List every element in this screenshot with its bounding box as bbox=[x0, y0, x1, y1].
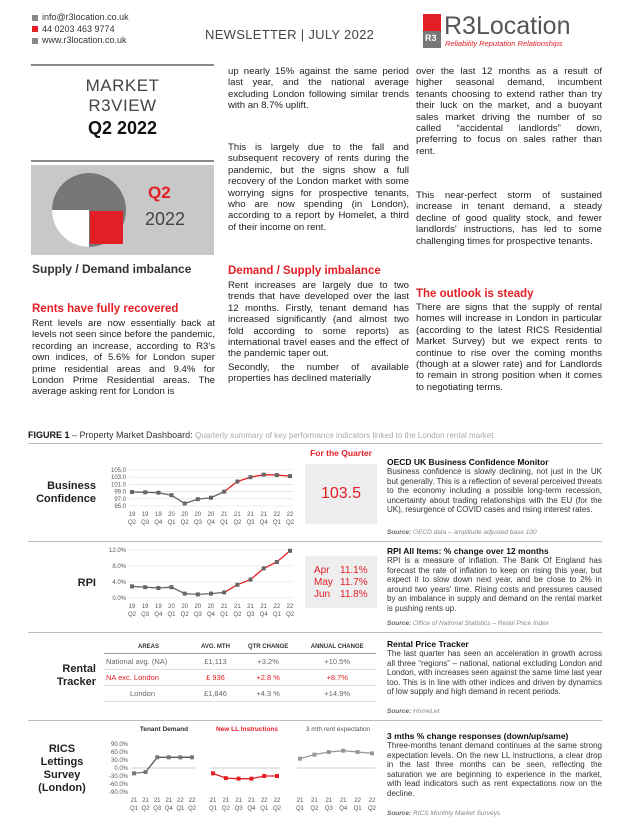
web-icon bbox=[32, 38, 38, 44]
x-tick-label: Q3 bbox=[153, 806, 162, 812]
data-point bbox=[249, 578, 253, 582]
x-tick-label: 21 bbox=[247, 604, 254, 610]
x-tick-label: 21 bbox=[296, 798, 304, 804]
data-point bbox=[130, 490, 134, 494]
contact-web[interactable]: www.r3location.co.uk bbox=[42, 35, 127, 45]
x-tick-label: Q1 bbox=[260, 806, 269, 812]
divider bbox=[28, 541, 602, 542]
y-tick-label: 105.0 bbox=[110, 468, 126, 474]
y-tick-label: 97.0 bbox=[114, 496, 126, 503]
x-tick-label: Q4 bbox=[206, 612, 216, 618]
x-tick-label: Q1 bbox=[295, 806, 305, 812]
x-tick-label: Q3 bbox=[141, 520, 150, 526]
x-tick-label: 19 bbox=[128, 512, 136, 518]
data-point bbox=[275, 560, 279, 564]
x-tick-label: Q4 bbox=[154, 612, 163, 618]
col3-paragraph-2: This near-perfect storm of sustained increase in tenant demand, a steady decline of good quality stock, and fewer landlords' instructions, has led to some challenging times for prospective tenants. bbox=[416, 190, 602, 247]
logo-tagline: Reliability Reputation Relationships bbox=[445, 39, 563, 48]
tenant-demand-chart bbox=[98, 734, 200, 812]
data-point bbox=[156, 491, 160, 495]
data-point bbox=[356, 750, 360, 754]
x-tick-label: 21 bbox=[235, 798, 242, 804]
ll-instructions-chart bbox=[205, 734, 287, 812]
x-tick-label: 22 bbox=[354, 798, 361, 804]
col-qtr-change: QTR CHANGE bbox=[238, 641, 298, 654]
x-tick-label: Q4 bbox=[259, 612, 268, 618]
y-tick-label: 103.0 bbox=[110, 475, 126, 482]
y-tick-label: 12.0% bbox=[108, 548, 126, 554]
data-point bbox=[143, 490, 147, 494]
data-point bbox=[312, 753, 316, 757]
x-tick-label: Q3 bbox=[324, 806, 333, 812]
contact-email[interactable]: info@r3location.co.uk bbox=[42, 12, 129, 22]
x-tick-label: 21 bbox=[209, 798, 217, 804]
confidence-source-label: Source: bbox=[387, 529, 412, 536]
data-point bbox=[178, 755, 182, 759]
confidence-chart bbox=[98, 448, 298, 528]
col3-paragraph-1: over the last 12 months as a result of higher seasonal demand, incumbent tenants choosing to extend rather than try their luck on the market, and a buoyant sales market driving the number of so called “accidental landlords” down, preferring to focus on sales rather than rent. bbox=[416, 66, 602, 157]
x-tick-label: Q3 bbox=[141, 612, 150, 618]
x-tick-label: 20 bbox=[194, 512, 202, 518]
data-point bbox=[156, 586, 160, 590]
x-tick-label: Q2 bbox=[127, 520, 137, 526]
quarter-graphic bbox=[31, 165, 214, 255]
data-point bbox=[211, 771, 215, 775]
x-tick-label: 20 bbox=[194, 604, 202, 610]
x-tick-label: Q1 bbox=[272, 520, 281, 526]
data-point bbox=[370, 751, 374, 755]
col-annual-change: ANNUAL CHANGE bbox=[298, 641, 376, 654]
confidence-label bbox=[28, 480, 96, 506]
x-tick-label: 19 bbox=[141, 512, 149, 518]
section-demand-heading: Demand / Supply imbalance bbox=[228, 265, 381, 277]
data-point bbox=[196, 497, 200, 501]
x-tick-label: 22 bbox=[273, 798, 281, 804]
email-icon bbox=[32, 15, 38, 21]
rpi-title: RPI All Items: % change over 12 months bbox=[387, 546, 549, 556]
x-tick-label: 20 bbox=[207, 512, 215, 518]
y-tick-label: 30.0% bbox=[110, 758, 128, 764]
masthead-line3: Q2 2022 bbox=[87, 118, 158, 138]
x-tick-label: Q2 bbox=[180, 520, 189, 526]
rics-text: Three-months tenant demand continues at the same strong expectation levels. On the new LL instructions, a clear drop in the last three months can be seen, reflecting the saturation we are beginning to experience in the market, with lead indicators such as rent expectations now on the decline. bbox=[387, 741, 602, 798]
x-tick-label: Q2 bbox=[367, 806, 377, 812]
rpi-label: RPI bbox=[77, 577, 96, 589]
rental-source-text: HomeLet bbox=[413, 708, 440, 715]
x-tick-label: 21 bbox=[222, 798, 230, 804]
rent-expectation-chart bbox=[292, 734, 382, 812]
masthead bbox=[31, 64, 214, 162]
rental-label-a: Rental bbox=[62, 663, 96, 675]
x-tick-label: 21 bbox=[260, 604, 268, 610]
x-tick-label: 21 bbox=[233, 512, 241, 518]
x-tick-label: Q2 bbox=[285, 612, 295, 618]
data-point bbox=[167, 755, 171, 759]
series-line bbox=[300, 751, 372, 759]
rental-title: Rental Price Tracker bbox=[387, 639, 469, 649]
data-point bbox=[222, 590, 226, 594]
x-tick-label: Q1 bbox=[176, 806, 185, 812]
rental-label-b: Tracker bbox=[56, 676, 96, 688]
x-tick-label: Q4 bbox=[154, 520, 163, 526]
masthead-line1: MARKET bbox=[85, 76, 160, 95]
tenant-demand-title: Tenant Demand bbox=[139, 726, 189, 733]
contact-phone[interactable]: 44 0203 463 9774 bbox=[42, 23, 115, 34]
x-tick-label: 19 bbox=[154, 604, 162, 610]
data-point bbox=[143, 585, 147, 589]
x-tick-label: 22 bbox=[188, 798, 196, 804]
x-tick-label: 21 bbox=[339, 798, 347, 804]
x-tick-label: Q1 bbox=[167, 520, 176, 526]
x-tick-label: Q2 bbox=[180, 612, 189, 618]
quarter-year: 2022 bbox=[145, 209, 186, 229]
section-rents-heading: Rents have fully recovered bbox=[32, 303, 179, 315]
data-point bbox=[275, 473, 279, 477]
x-tick-label: 22 bbox=[177, 798, 184, 804]
quarter-label: Q2 bbox=[148, 183, 171, 202]
series-line bbox=[146, 757, 192, 772]
data-point bbox=[275, 774, 279, 778]
data-point bbox=[130, 584, 134, 588]
x-tick-label: 19 bbox=[154, 512, 162, 518]
x-tick-label: 21 bbox=[311, 798, 318, 804]
data-point bbox=[249, 777, 253, 781]
rpi-reading-apr: Apr 11.1% bbox=[314, 565, 368, 576]
x-tick-label: 19 bbox=[141, 604, 149, 610]
rics-label-c: Survey bbox=[43, 769, 81, 781]
rpi-reading-may: May 11.7% bbox=[314, 577, 368, 588]
data-point bbox=[298, 757, 302, 761]
x-tick-label: Q2 bbox=[187, 806, 197, 812]
x-tick-label: Q2 bbox=[221, 806, 230, 812]
col2-paragraph-2: This is largely due to the fall and subsequent recovery of rents during the pandemic, but the signs show a full recovery of the London market with some worrying signs for prospective tenants, who are now spending (in London), according to a report by Homelet, a third of their income on rent. bbox=[228, 142, 409, 233]
confidence-source bbox=[387, 529, 537, 536]
x-tick-label: Q2 bbox=[233, 612, 242, 618]
confidence-text: Business confidence is slowly declining, not just in the UK but generally. This is a reflection of several perceived threats to the economy including a possible long-term recession, uncertainty about trading relationships with the EU (for the UK), resurgence of COVID cases and rising interest rates. bbox=[387, 467, 602, 515]
newsletter-heading: NEWSLETTER | JULY 2022 bbox=[205, 27, 375, 42]
x-tick-label: Q3 bbox=[193, 520, 202, 526]
rics-label-d: (London) bbox=[38, 782, 86, 794]
rental-table bbox=[104, 641, 376, 702]
data-point bbox=[262, 566, 266, 570]
x-tick-label: 21 bbox=[165, 798, 173, 804]
y-tick-label: -60.0% bbox=[108, 782, 128, 788]
x-tick-label: Q4 bbox=[164, 806, 173, 812]
data-point bbox=[235, 480, 239, 484]
y-tick-label: 60.0% bbox=[110, 750, 128, 756]
x-tick-label: Q1 bbox=[220, 520, 229, 526]
x-tick-label: 22 bbox=[260, 798, 268, 804]
contact-block bbox=[32, 12, 129, 47]
x-tick-label: 21 bbox=[325, 798, 333, 804]
x-tick-label: Q4 bbox=[247, 806, 256, 812]
x-tick-label: 21 bbox=[130, 798, 138, 804]
rpi-reading-jun: Jun 11.8% bbox=[314, 589, 368, 600]
y-tick-label: 101.0 bbox=[110, 482, 126, 489]
rpi-source bbox=[387, 620, 549, 627]
col-areas: AREAS bbox=[104, 641, 193, 654]
rpi-source-text: Office of National Statistics – Retail Price Index bbox=[413, 620, 549, 627]
x-tick-label: 20 bbox=[207, 604, 215, 610]
data-point bbox=[222, 490, 226, 494]
logo-mark bbox=[423, 14, 441, 48]
y-tick-label: -30.0% bbox=[108, 774, 128, 780]
data-point bbox=[224, 776, 228, 780]
divider bbox=[28, 443, 602, 444]
col2-paragraph-3: Rent increases are largely due to two trends that have developed over the last 12 months. Firstly, tenant demand has increased significantly (and almost two fold according to some reports) as international travel eases and the effect of the pandemic taper out. bbox=[228, 280, 409, 360]
section-outlook-heading: The outlook is steady bbox=[416, 288, 534, 300]
x-tick-label: Q1 bbox=[220, 612, 229, 618]
figure-label: FIGURE 1 bbox=[28, 430, 70, 440]
y-tick-label: 4.0% bbox=[112, 580, 126, 586]
table-row: London £1,846 +4.3 % +14.9% bbox=[104, 686, 376, 702]
x-tick-label: 20 bbox=[168, 604, 175, 610]
data-point bbox=[288, 474, 292, 478]
x-tick-label: 21 bbox=[220, 604, 228, 610]
logo-mark-text: R3 bbox=[425, 33, 437, 43]
data-point bbox=[288, 549, 292, 553]
x-tick-label: Q4 bbox=[259, 520, 268, 526]
x-tick-label: Q4 bbox=[206, 520, 216, 526]
figure-title: – Property Market Dashboard: bbox=[72, 430, 193, 440]
masthead-line2: R3VIEW bbox=[88, 96, 157, 115]
data-point bbox=[170, 493, 174, 497]
data-point bbox=[262, 473, 266, 477]
data-point bbox=[262, 774, 266, 778]
rental-label bbox=[28, 663, 96, 689]
rics-label bbox=[28, 743, 96, 795]
data-point bbox=[209, 592, 213, 596]
divider bbox=[28, 632, 602, 633]
x-tick-label: 22 bbox=[368, 798, 376, 804]
rics-title: 3 mths % change responses (down/up/same) bbox=[387, 731, 569, 741]
y-tick-label: 0.0% bbox=[112, 596, 126, 602]
x-tick-label: Q1 bbox=[167, 612, 176, 618]
x-tick-label: Q1 bbox=[272, 612, 281, 618]
data-point bbox=[144, 770, 148, 774]
table-row: National avg. (NA) £1,113 +3.2% +10.5% bbox=[104, 654, 376, 670]
x-tick-label: 21 bbox=[142, 798, 149, 804]
confidence-label-a: Business bbox=[47, 480, 96, 492]
data-point bbox=[327, 750, 331, 754]
col1-paragraph: Rent levels are now essentially back at levels not seen since before the pandemic, recording an increase, according to R3's own indices, of 5.6% for London super prime residential areas and 9.4% for London Prime Residential areas. The average asking rent for London is bbox=[32, 318, 215, 398]
rics-label-a: RICS bbox=[48, 743, 76, 755]
rpi-chart bbox=[98, 544, 298, 622]
rental-text: The last quarter has seen an acceleration in growth across all three “regions” – national, national excluding London and London, with increases seen against the same time last year too. This is in line with other indices and driven by dynamics of low supply and high demand in recent periods. bbox=[387, 649, 602, 697]
rics-source-label: Source: bbox=[387, 810, 412, 817]
data-point bbox=[235, 583, 239, 587]
data-point bbox=[132, 771, 136, 775]
x-tick-label: 21 bbox=[220, 512, 228, 518]
ll-instructions-title: New LL Instructions bbox=[216, 726, 278, 733]
x-tick-label: Q2 bbox=[127, 612, 137, 618]
data-point bbox=[209, 496, 213, 500]
data-point bbox=[237, 777, 241, 781]
table-row: NA exc. London £ 936 +2.8 % +8.7% bbox=[104, 670, 376, 686]
x-tick-label: 22 bbox=[273, 512, 281, 518]
y-tick-label: 95.0 bbox=[114, 504, 126, 510]
data-point bbox=[183, 592, 187, 596]
x-tick-label: Q3 bbox=[246, 520, 255, 526]
confidence-value: 103.5 bbox=[305, 464, 377, 524]
rics-source-text: RICS Monthly Market Surveys bbox=[413, 810, 501, 817]
rent-expectation-title: 3 mth rent expectation bbox=[305, 726, 371, 733]
x-tick-label: Q2 bbox=[310, 806, 319, 812]
rics-source bbox=[387, 810, 500, 817]
rpi-text: RPI is a measure of inflation. The Bank Of England has forecast the rate of inflation to keep on rising this year, but expect it to slow down next year, and be close to 2% in around two years' time. Rising costs and pressures caused by an imbalance in supply and demand on the rental market is pushing rents up. bbox=[387, 556, 602, 613]
x-tick-label: 19 bbox=[128, 604, 136, 610]
x-tick-label: Q4 bbox=[339, 806, 348, 812]
confidence-source-text: OECD data – amplitude adjusted base 100 bbox=[413, 529, 537, 536]
col2-paragraph-4: Secondly, the number of available properties has declined materially bbox=[228, 362, 409, 385]
x-tick-label: 20 bbox=[168, 512, 175, 518]
data-point bbox=[196, 592, 200, 596]
rpi-readings bbox=[305, 556, 377, 608]
col3-paragraph-3: There are signs that the supply of rental homes will increase in London in particular (according to the latest RICS Residential Market Survey) but we expect rents to continue to rise over the coming months (though at a slower rate) and for Landlords to remain in strong position when it comes to negotiating terms. bbox=[416, 302, 602, 393]
x-tick-label: 21 bbox=[260, 512, 268, 518]
x-tick-label: 21 bbox=[247, 512, 254, 518]
rental-source bbox=[387, 708, 439, 715]
x-tick-label: Q3 bbox=[246, 612, 255, 618]
y-tick-label: 99.0 bbox=[114, 489, 126, 496]
rental-source-label: Source: bbox=[387, 708, 412, 715]
x-tick-label: Q2 bbox=[285, 520, 295, 526]
data-point bbox=[155, 755, 159, 759]
data-point bbox=[341, 749, 345, 753]
x-tick-label: Q2 bbox=[141, 806, 150, 812]
for-quarter-label: For the Quarter bbox=[310, 448, 372, 458]
rpi-source-label: Source: bbox=[387, 620, 412, 627]
figure-heading bbox=[28, 430, 493, 440]
series-line bbox=[213, 773, 277, 778]
x-tick-label: 21 bbox=[153, 798, 161, 804]
x-tick-label: Q2 bbox=[272, 806, 282, 812]
confidence-label-b: Confidence bbox=[36, 493, 96, 505]
y-tick-label: 0.0% bbox=[114, 766, 128, 772]
x-tick-label: 22 bbox=[273, 604, 281, 610]
x-tick-label: Q1 bbox=[129, 806, 139, 812]
figure-subtitle: Quarterly summary of key performance indicators linked to the London rental market bbox=[195, 431, 494, 440]
data-point bbox=[170, 585, 174, 589]
data-point bbox=[190, 755, 194, 759]
x-tick-label: Q2 bbox=[233, 520, 242, 526]
x-tick-label: Q3 bbox=[234, 806, 243, 812]
phone-icon bbox=[32, 26, 38, 32]
col-avg-mth: AVG. MTH bbox=[193, 641, 238, 654]
y-tick-label: 90.0% bbox=[110, 742, 128, 748]
y-tick-label: -90.0% bbox=[108, 790, 128, 796]
x-tick-label: 22 bbox=[286, 512, 294, 518]
x-tick-label: Q1 bbox=[208, 806, 218, 812]
pie-icon bbox=[31, 165, 141, 255]
table-header-row bbox=[104, 641, 376, 654]
x-tick-label: 22 bbox=[286, 604, 294, 610]
divider bbox=[28, 720, 602, 721]
data-point bbox=[249, 475, 253, 479]
x-tick-label: Q3 bbox=[193, 612, 202, 618]
confidence-title: OECD UK Business Confidence Monitor bbox=[387, 457, 549, 467]
section-supply-heading: Supply / Demand imbalance bbox=[32, 262, 192, 276]
series-line bbox=[224, 551, 290, 593]
logo-name: R3Location bbox=[444, 12, 571, 40]
x-tick-label: 20 bbox=[181, 604, 189, 610]
data-point bbox=[183, 501, 187, 505]
x-tick-label: 21 bbox=[248, 798, 255, 804]
rics-label-b: Lettings bbox=[40, 756, 84, 768]
y-tick-label: 8.0% bbox=[112, 564, 126, 570]
x-tick-label: 21 bbox=[233, 604, 241, 610]
col2-paragraph-1: up nearly 15% against the same period last year, and the national average excluding London following similar trends with an 8.7% uplift. bbox=[228, 66, 409, 112]
x-tick-label: 20 bbox=[181, 512, 189, 518]
x-tick-label: Q1 bbox=[353, 806, 362, 812]
